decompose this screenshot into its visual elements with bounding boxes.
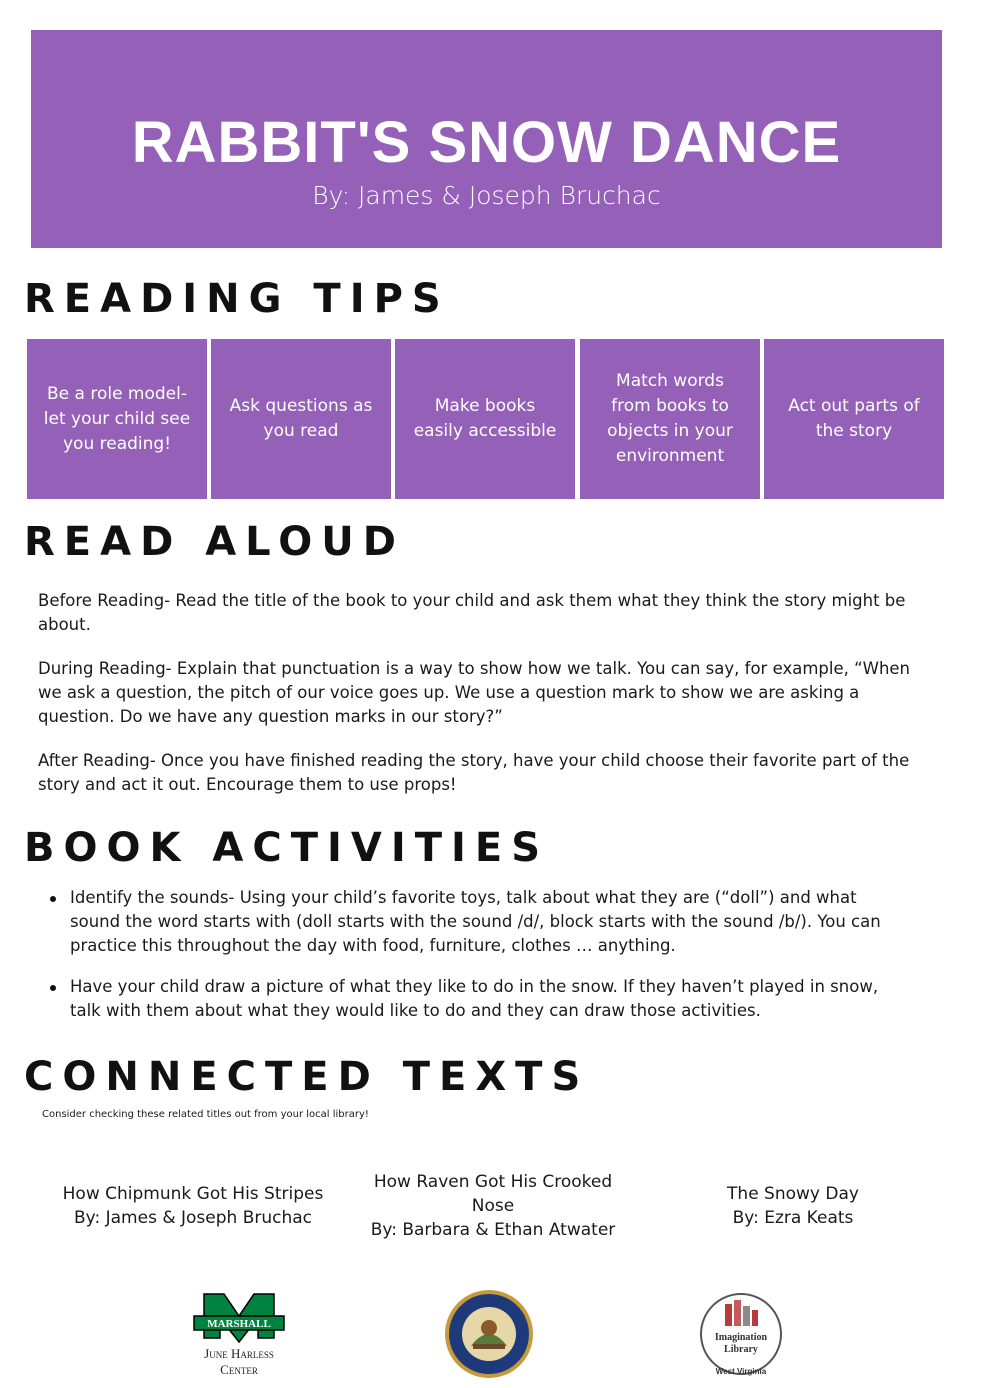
tip-card: Be a role model- let your child see you reading! [27, 339, 207, 499]
book-title: The Snowy Day [727, 1184, 859, 1204]
activities-list [48, 886, 898, 1040]
marshall-logo-icon [186, 1290, 292, 1382]
book-author: By: James & Joseph Bruchac [74, 1208, 312, 1228]
book-activities-heading: BOOK ACTIVITIES [24, 825, 550, 871]
svg-text:West Virginia: West Virginia [715, 1367, 767, 1376]
activity-text: Identify the sounds- Using your child’s favorite toys, talk about what they are (“doll”) and what sound the word starts with (doll starts with the sound /d/, block starts with the sound /b/). You can practice this throughout the day with food, furniture, clothes … anything. [70, 888, 881, 955]
before-reading-text: Before Reading- Read the title of the book to your child and ask them what they think the story might be about. [38, 591, 906, 634]
book-author: By: Barbara & Ethan Atwater [370, 1220, 616, 1240]
svg-text:Imagination: Imagination [714, 1332, 768, 1343]
library-note: Consider checking these related titles out from your local library! [42, 1109, 369, 1120]
connected-book [48, 1182, 338, 1230]
bullet-icon [50, 985, 56, 991]
marshall-june-harless-logo [186, 1290, 292, 1382]
education-seal-icon [443, 1288, 535, 1380]
during-reading-text: During Reading- Explain that punctuation is a way to show how we talk. You can say, for example, “When we ask a question, the pitch of our voice goes up. We use a question mark to show we are asking a question. Do we have any question marks in our story?” [38, 659, 911, 726]
book-byline: By: James & Joseph Bruchac [312, 181, 661, 210]
tip-card: Ask questions as you read [211, 339, 391, 499]
tip-card: Match words from books to objects in your environment [580, 339, 760, 499]
book-author: By: Ezra Keats [732, 1208, 854, 1228]
title-banner [31, 30, 942, 248]
svg-text:MARSHALL: MARSHALL [207, 1318, 271, 1330]
imagination-library-icon [695, 1290, 787, 1382]
connected-texts-heading: CONNECTED TEXTS [24, 1054, 590, 1100]
tip-card: Act out parts of the story [764, 339, 944, 499]
book-title: How Raven Got His Crooked Nose [373, 1172, 613, 1216]
bullet-icon [50, 896, 56, 902]
svg-text:June Harless: June Harless [204, 1346, 274, 1361]
tip-card: Make books easily accessible [395, 339, 575, 499]
svg-text:Library: Library [724, 1344, 758, 1355]
list-item [48, 975, 898, 1023]
imagination-library-logo [695, 1290, 787, 1382]
after-reading-text: After Reading- Once you have finished reading the story, have your child choose their favorite part of the story and act it out. Encourage them to use props! [38, 751, 910, 794]
read-aloud-heading: READ ALOUD [24, 519, 405, 565]
svg-text:Center: Center [220, 1362, 258, 1377]
connected-book [688, 1182, 898, 1230]
reading-tips-heading: READING TIPS [24, 276, 450, 322]
connected-book [358, 1170, 628, 1242]
reading-tips-row [27, 339, 945, 499]
wv-department-of-education-seal [443, 1288, 535, 1380]
list-item [48, 886, 898, 958]
book-title: How Chipmunk Got His Stripes [62, 1184, 324, 1204]
activity-text: Have your child draw a picture of what they like to do in the snow. If they haven’t played in snow, talk with them about what they would like to do and they can draw those activities. [70, 977, 879, 1020]
book-title: RABBIT'S SNOW DANCE [131, 110, 842, 175]
